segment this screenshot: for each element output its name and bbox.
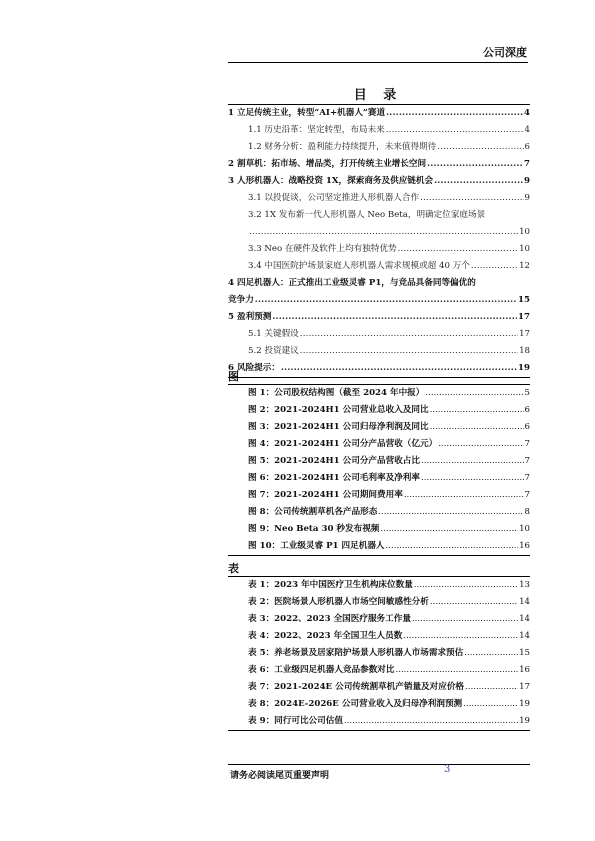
toc-entry-page: 17 <box>518 312 530 322</box>
leader-dots <box>404 487 524 504</box>
toc-entry-page: 17 <box>519 329 530 339</box>
toc-entry-page: 18 <box>519 346 530 356</box>
entry-title: 图 4：2021-2024H1 公司分产品营收（亿元） <box>248 439 438 449</box>
table-entry[interactable] <box>228 696 530 713</box>
entry-page: 19 <box>519 699 530 709</box>
entry-page: 6 <box>524 405 530 415</box>
toc-entry[interactable] <box>228 156 530 173</box>
toc-entry[interactable] <box>228 258 530 275</box>
toc-entry-title: 2 割草机：拓市场、增品类，打开传统主业增长空间 <box>228 159 427 169</box>
footer-rule <box>228 764 530 765</box>
leader-dots <box>421 470 524 487</box>
toc-entry[interactable] <box>228 241 530 258</box>
toc-entry-title: 竞争力 <box>228 295 254 305</box>
figure-entry[interactable] <box>228 402 530 419</box>
entry-page: 13 <box>519 580 530 590</box>
entry-title: 表 6：工业级四足机器人竞品参数对比 <box>248 665 395 675</box>
entry-page: 5 <box>524 388 530 398</box>
entry-title: 表 2：医院场景人形机器人市场空间敏感性分析 <box>248 597 429 607</box>
toc-entry[interactable] <box>228 309 530 326</box>
entry-title: 图 7：2021-2024H1 公司期间费用率 <box>248 490 403 500</box>
table-entry[interactable] <box>228 662 530 679</box>
entry-page: 16 <box>519 665 530 675</box>
entry-page: 7 <box>524 439 530 449</box>
toc-entry-line: 3.2 1X 发布新一代人形机器人 Neo Beta，明确定位家庭场景 <box>248 210 486 220</box>
figure-entry[interactable] <box>228 504 530 521</box>
figure-entry[interactable] <box>228 436 530 453</box>
leader-dots <box>386 538 519 555</box>
leader-dots <box>434 173 523 190</box>
entry-page: 14 <box>519 597 530 607</box>
figures-list <box>228 384 530 556</box>
figure-entry[interactable] <box>228 470 530 487</box>
figure-entry[interactable] <box>228 487 530 504</box>
entry-title: 图 9：Neo Beta 30 秒发布视频 <box>248 524 380 534</box>
toc-entry-title: 6 风险提示： <box>228 363 280 373</box>
leader-dots <box>386 122 524 139</box>
toc-entry[interactable] <box>228 360 530 377</box>
toc-entry[interactable] <box>228 105 530 122</box>
entry-title: 图 2：2021-2024H1 公司营业总收入及同比 <box>248 405 429 415</box>
leader-dots <box>412 611 518 628</box>
leader-dots <box>344 713 518 730</box>
entry-title: 表 9：同行可比公司估值 <box>248 716 343 726</box>
toc-entry-page: 4 <box>524 125 530 135</box>
leader-dots <box>430 419 524 436</box>
toc-entry-title: 3.3 Neo 在硬件及软件上均有独特优势 <box>248 244 397 254</box>
entry-page: 15 <box>519 648 530 658</box>
toc-entry-page: 4 <box>524 108 530 118</box>
toc-entry-page: 10 <box>519 227 530 237</box>
leader-dots <box>421 453 524 470</box>
entry-page: 14 <box>519 614 530 624</box>
table-entry[interactable] <box>228 594 530 611</box>
entry-page: 7 <box>524 473 530 483</box>
entry-page: 14 <box>519 631 530 641</box>
toc-entry[interactable] <box>228 122 530 139</box>
toc-entry-page: 7 <box>524 159 530 169</box>
leader-dots <box>471 258 518 275</box>
toc-entry-title: 5.2 投资建议 <box>248 346 299 356</box>
leader-dots <box>395 662 518 679</box>
leader-dots <box>272 309 517 326</box>
toc-entry[interactable] <box>228 139 530 156</box>
entry-page: 7 <box>524 456 530 466</box>
toc-entry-page: 15 <box>518 295 530 305</box>
header-label: 公司深度 <box>483 46 527 59</box>
toc-entry-title: 3.1 以投促谈，公司坚定推进人形机器人合作 <box>248 193 420 203</box>
leader-dots <box>427 156 523 173</box>
header-rule <box>228 62 528 63</box>
toc-entry-page: 12 <box>519 261 530 271</box>
toc-entry-title: 3.4 中国医院护场景家庭人形机器人需求规模或超 40 万个 <box>248 261 470 271</box>
page-number: 3 <box>444 764 451 775</box>
figure-entry[interactable] <box>228 385 530 402</box>
leader-dots <box>438 436 523 453</box>
toc-entry-page: 19 <box>518 363 530 373</box>
toc-entry-title: 5 盈利预测 <box>228 312 272 322</box>
entry-page: 6 <box>524 422 530 432</box>
leader-dots <box>255 292 517 309</box>
leader-dots <box>420 190 523 207</box>
entry-title: 图 5：2021-2024H1 公司分产品营收占比 <box>248 456 420 466</box>
leader-dots <box>281 360 517 377</box>
toc-entry[interactable] <box>228 224 530 241</box>
entry-page: 8 <box>524 507 530 517</box>
toc-entry-page: 10 <box>519 244 530 254</box>
leader-dots <box>300 343 518 360</box>
leader-dots <box>380 521 518 538</box>
entry-title: 表 1：2023 年中国医疗卫生机构床位数量 <box>248 580 413 590</box>
tables-title: 表 <box>228 562 239 575</box>
toc-entry[interactable] <box>228 292 530 309</box>
leader-dots <box>249 224 518 241</box>
leader-dots <box>464 645 518 662</box>
entry-title: 图 1：公司股权结构图（截至 2024 年中报） <box>248 388 425 398</box>
toc-entry-line: 4 四足机器人：正式推出工业级灵睿 P1，与竞品具备同等偏优的 <box>228 278 476 288</box>
leader-dots <box>386 105 523 122</box>
entry-title: 表 3：2022、2023 全国医疗服务工作量 <box>248 614 411 624</box>
footer-notice: 请务必阅读尾页重要声明 <box>230 771 330 781</box>
toc-entry[interactable] <box>228 173 530 190</box>
leader-dots <box>403 628 518 645</box>
leader-dots <box>430 594 518 611</box>
table-entry[interactable] <box>228 645 530 662</box>
table-entry[interactable] <box>228 679 530 696</box>
entry-title: 表 8：2024E-2026E 公司营业收入及归母净利润预测 <box>248 699 463 709</box>
toc-entry-title: 5.1 关键假设 <box>248 329 299 339</box>
entry-page: 16 <box>519 541 530 551</box>
toc-entry-page: 9 <box>524 193 530 203</box>
toc-list <box>228 104 530 378</box>
leader-dots <box>465 679 518 696</box>
toc-entry-title: 1.2 财务分析：盈利能力持续提升，未来值得期待 <box>248 142 437 152</box>
entry-page: 10 <box>519 524 530 534</box>
entry-title: 表 7：2021-2024E 公司传统割草机产销量及对应价格 <box>248 682 465 692</box>
entry-title: 表 4：2022、2023 年全国卫生人员数 <box>248 631 403 641</box>
leader-dots <box>300 326 518 343</box>
figure-entry[interactable] <box>228 453 530 470</box>
leader-dots <box>437 139 523 156</box>
figure-entry[interactable] <box>228 521 530 538</box>
entry-page: 17 <box>519 682 530 692</box>
table-entry[interactable] <box>228 577 530 594</box>
entry-title: 表 5：养老场景及居家陪护场景人形机器人市场需求预估 <box>248 648 464 658</box>
figure-entry[interactable] <box>228 538 530 555</box>
toc-entry[interactable] <box>228 326 530 343</box>
leader-dots <box>430 402 524 419</box>
leader-dots <box>398 241 518 258</box>
entry-title: 图 10：工业级灵睿 P1 四足机器人 <box>248 541 385 551</box>
entry-page: 19 <box>519 716 530 726</box>
leader-dots <box>414 577 518 594</box>
entry-title: 图 8：公司传统割草机各产品形态 <box>248 507 378 517</box>
table-entry[interactable] <box>228 713 530 730</box>
toc-entry-page: 9 <box>524 176 530 186</box>
figure-entry[interactable] <box>228 419 530 436</box>
leader-dots <box>378 504 523 521</box>
toc-entry-title: 1.1 历史沿革：坚定转型，布局未来 <box>248 125 385 135</box>
table-entry[interactable] <box>228 628 530 645</box>
figures-title: 图 <box>228 370 239 383</box>
entry-title: 图 3：2021-2024H1 公司归母净利润及同比 <box>248 422 429 432</box>
toc-entry[interactable] <box>228 190 530 207</box>
toc-entry-title: 3 人形机器人：战略投资 1X，探索商务及供应链机会 <box>228 176 434 186</box>
toc-title: 目 录 <box>353 88 403 103</box>
toc-entry-page: 6 <box>524 142 530 152</box>
entry-title: 图 6：2021-2024H1 公司毛利率及净利率 <box>248 473 420 483</box>
table-entry[interactable] <box>228 611 530 628</box>
toc-entry[interactable] <box>228 343 530 360</box>
leader-dots <box>463 696 518 713</box>
toc-entry-title: 1 立足传统主业，转型“AI+机器人”赛道 <box>228 108 386 118</box>
leader-dots <box>425 385 523 402</box>
tables-list <box>228 576 530 731</box>
entry-page: 7 <box>524 490 530 500</box>
